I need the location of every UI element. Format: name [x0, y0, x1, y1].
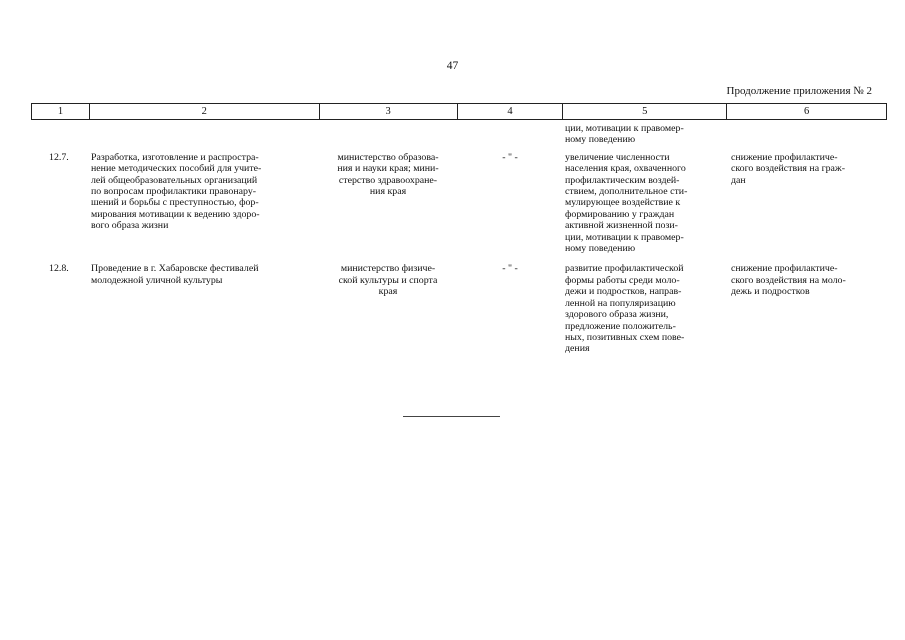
continued-row — [31, 123, 887, 146]
text-line: молодежной уличной культуры — [91, 274, 223, 286]
text-line: министерство образова- — [337, 151, 439, 163]
text-line: ского воздействия на граж- — [731, 163, 846, 175]
text-line: формы работы среди моло- — [565, 274, 680, 286]
text-line: предложение положитель- — [565, 320, 676, 332]
text-line: по вопросам профилактики правонару- — [91, 186, 257, 198]
term: - " - — [502, 151, 518, 163]
text-line: вого образа жизни — [91, 220, 169, 232]
text-line: ции, мотивации к правомер- — [565, 231, 684, 243]
text-line: дежи и подростков, направ- — [565, 286, 682, 298]
expected-result — [563, 152, 727, 255]
text-line: министерство физиче- — [340, 263, 436, 275]
continued-result — [563, 123, 727, 146]
header-cell-6: 6 — [727, 104, 887, 119]
text-line: края — [378, 286, 398, 298]
text-line: здорового образа жизни, — [565, 309, 669, 321]
text-line: активной жизненной пози- — [565, 220, 678, 232]
table-header — [31, 103, 887, 120]
text-line: формированию у граждан — [565, 208, 675, 220]
header-cell-4: 4 — [458, 104, 564, 119]
header-cell-2: 2 — [90, 104, 320, 119]
text-line: мирования мотивации к ведению здоро- — [91, 208, 260, 220]
event-description — [89, 263, 319, 354]
text-line: профилактическим воздей- — [565, 174, 680, 186]
text-line: снижение профилактиче- — [731, 151, 838, 163]
text-line: дежь и подростков — [731, 286, 810, 298]
consequence — [727, 152, 887, 255]
text-line: снижение профилактиче- — [731, 263, 838, 275]
event-description — [89, 152, 319, 255]
header-cell-3: 3 — [320, 104, 458, 119]
text-line: ции, мотивации к правомер- — [565, 123, 684, 134]
text-line: ния края — [369, 186, 407, 198]
row-number: 12.8. — [49, 263, 69, 275]
text-line: Разработка, изготовление и распростра- — [91, 151, 259, 163]
text-line: ному поведению — [565, 243, 636, 255]
end-divider — [403, 416, 500, 417]
text-line: ния и науки края; мини- — [337, 163, 439, 175]
text-line: развитие профилактической — [565, 263, 684, 275]
text-line: стерство здравоохране- — [338, 174, 438, 186]
page-number: 47 — [446, 60, 459, 72]
text-line: населения края, охваченного — [565, 163, 686, 175]
executor — [319, 263, 457, 354]
text-line: дан — [731, 174, 746, 186]
row-number: 12.7. — [49, 151, 69, 163]
text-line: мулирующее воздействие к — [565, 197, 681, 209]
text-line: ленной на популяризацию — [565, 297, 676, 309]
consequence — [727, 263, 887, 354]
text-line: лей общеобразовательных организаций — [91, 174, 258, 186]
text-line: Проведение в г. Хабаровске фестивалей — [91, 263, 259, 275]
header-cell-5: 5 — [563, 104, 727, 119]
term: - " - — [502, 263, 518, 275]
text-line: увеличение численности — [565, 151, 670, 163]
text-line: дения — [565, 343, 590, 355]
expected-result — [563, 263, 727, 354]
text-line: ского воздействия на моло- — [731, 274, 846, 286]
table-row — [31, 263, 887, 354]
executor — [319, 152, 457, 255]
text-line: ных, позитивных схем пове- — [565, 331, 685, 343]
text-line: ской культуры и спорта — [338, 274, 438, 286]
text-line: ствием, дополнительное сти- — [565, 186, 688, 198]
text-line: ному поведению — [565, 134, 636, 146]
table — [31, 103, 887, 355]
text-line: шений и борьбы с преступностью, фор- — [91, 197, 259, 209]
continuation-label: Продолжение приложения № 2 — [726, 85, 872, 97]
header-cell-1: 1 — [32, 104, 90, 119]
table-row — [31, 152, 887, 255]
text-line: нение методических пособий для учите- — [91, 163, 262, 175]
